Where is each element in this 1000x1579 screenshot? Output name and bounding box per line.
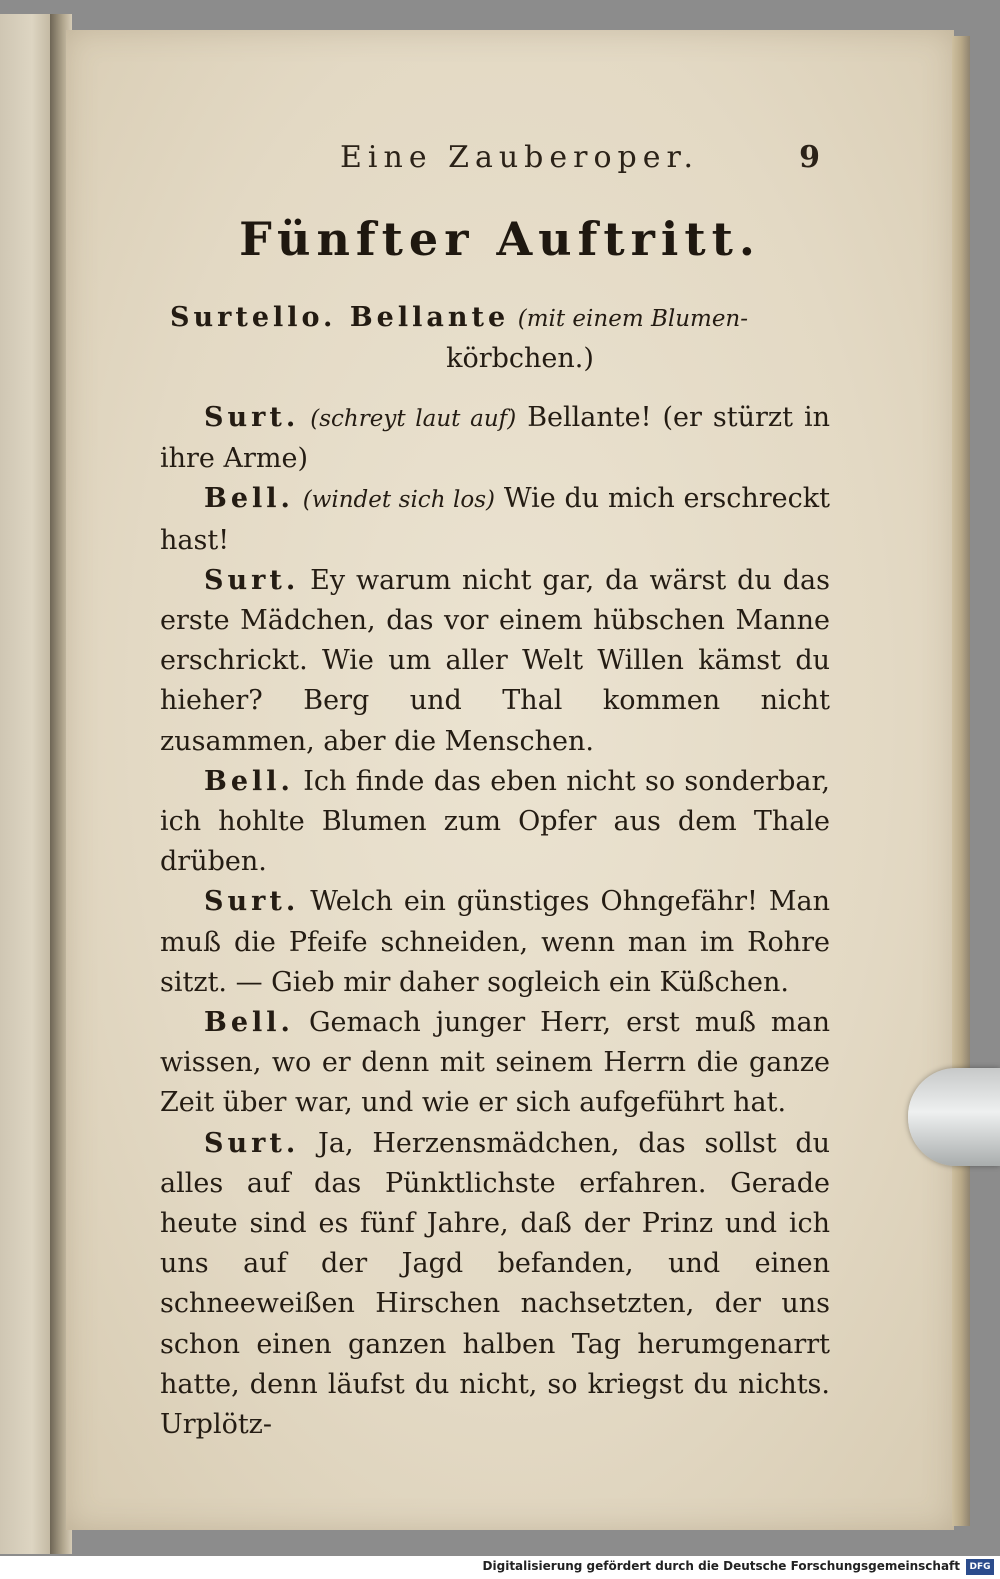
- speaker-name: Surt.: [204, 402, 300, 433]
- speaker-name: Bell.: [204, 765, 294, 797]
- cast-stage-direction: (mit einem Blumen-: [517, 306, 749, 332]
- dialogue-text: Ey warum nicht gar, da wärst du das erste Mädchen, das vor einem hübschen Manne erschrickt. Wie um aller Welt Willen kämst du hieher? Berg und Thal kommen nicht zusammen, aber die Menschen.: [160, 564, 830, 757]
- speaker-name: Surt.: [204, 564, 300, 596]
- stage-direction: (schreyt laut auf): [310, 406, 517, 432]
- dialogue-paragraph: [160, 762, 830, 883]
- dfg-logo-icon: DFG: [966, 1559, 994, 1575]
- dialogue-text: Ja, Herzensmädchen, das sollst du alles auf das Pünktlichste erfahren. Gerade heute sind es fünf Jahre, daß der Prinz und ich uns auf der Jagd befanden, und einen schneeweißen Hirschen nachsetzten, der uns schon einen ganzen halben Tag herumgenarrt hatte, denn läufst du nicht, so kriegst du nichts. Urplötz-: [160, 1127, 830, 1441]
- page-number: 9: [799, 140, 820, 175]
- speaker-name: Surt.: [204, 886, 300, 918]
- dialogue-text: Ich finde das eben nicht so sonderbar, ich hohlte Blumen zum Opfer aus dem Thale drüben.: [160, 765, 830, 878]
- running-title: Eine Zauberoper.: [340, 140, 700, 175]
- stage-direction: (windet sich los): [302, 487, 496, 514]
- dialogue-paragraph: [160, 1003, 830, 1124]
- dialogue-text: Bellante! (er stürzt in ihre Arme): [160, 402, 830, 475]
- dialogue-paragraph: [160, 1124, 830, 1446]
- cast-names: Surtello. Bellante: [170, 302, 510, 333]
- scene-heading: Fünfter Auftritt.: [239, 212, 761, 266]
- speaker-name: Bell.: [204, 1007, 294, 1039]
- footer-bar: [0, 1556, 1000, 1579]
- speaker-name: Surt.: [204, 1127, 300, 1159]
- running-head: [150, 140, 830, 180]
- page-clip: [908, 1068, 1000, 1166]
- dialogue-paragraph: [160, 479, 830, 560]
- cast-stage-direction-cont: körbchen.): [446, 343, 594, 374]
- dialogue-text: Welch ein günstiges Ohngefähr! Man muß die Pfeife schneiden, wenn man im Rohre sitzt. — Gieb mir daher sogleich ein Küßchen.: [160, 886, 830, 998]
- dialogue-paragraph: [160, 561, 830, 762]
- dialogue-paragraph: [160, 882, 830, 1003]
- cast-list: [170, 298, 830, 379]
- dialogue-paragraph: [160, 398, 830, 479]
- funding-credit: Digitalisierung gefördert durch die Deutsche Forschungsgemeinschaft: [482, 1559, 960, 1573]
- page-fore-edge: [952, 36, 970, 1526]
- dialogue-text: Gemach junger Herr, erst muß man wissen, wo er denn mit seinem Herrn die ganze Zeit über war, und wie er sich aufgeführt hat.: [160, 1007, 830, 1119]
- dialogue-text: Wie du mich erschreckt hast!: [160, 483, 830, 556]
- dialogue-body: [160, 398, 830, 1445]
- speaker-name: Bell.: [204, 483, 294, 515]
